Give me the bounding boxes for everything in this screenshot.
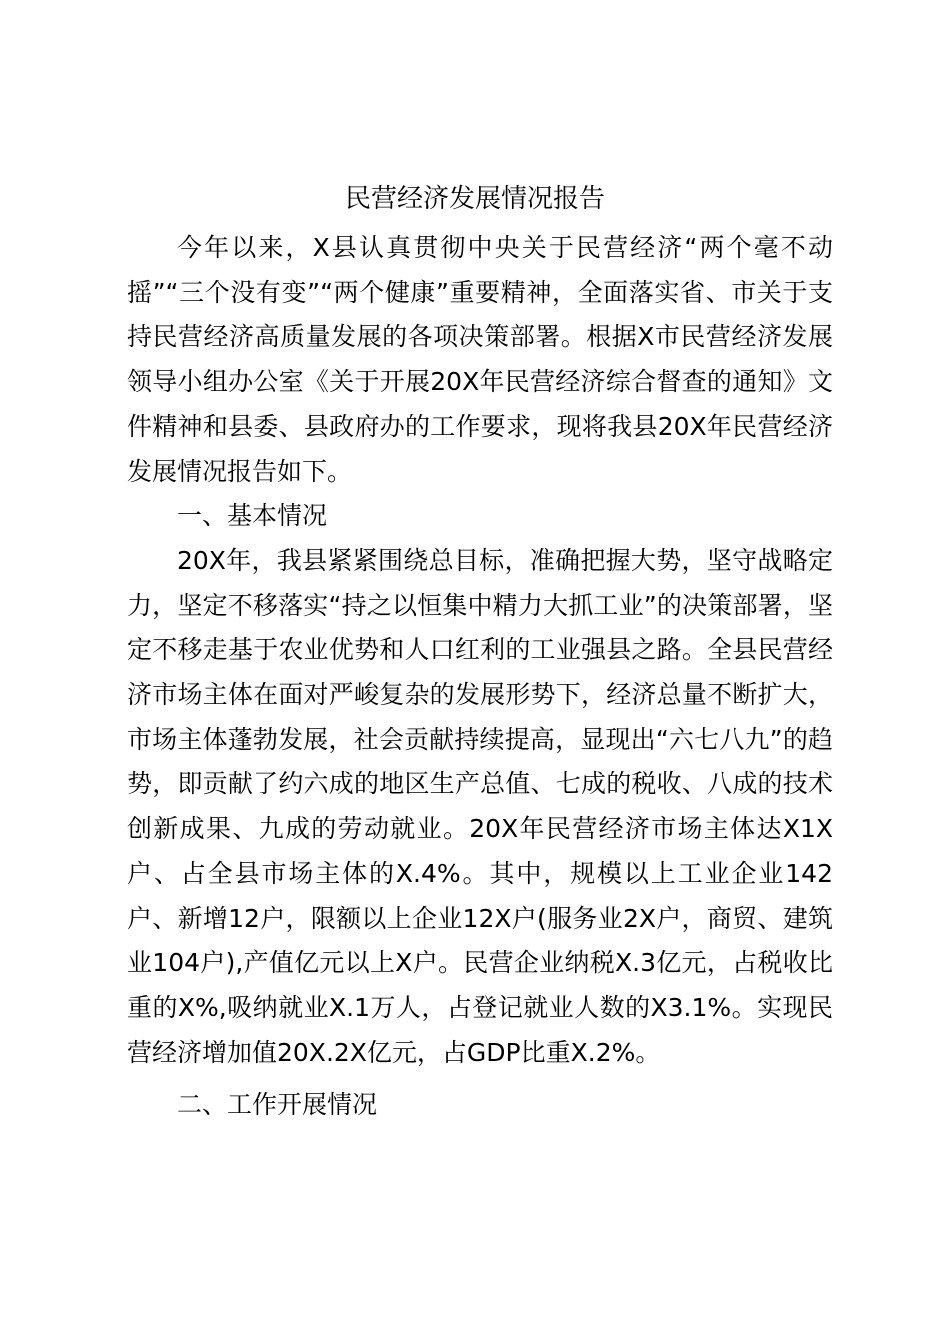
section-heading-basic: 一、基本情况 [177,501,328,531]
document-title: 民营经济发展情况报告 [344,184,605,214]
document-body [127,226,833,1128]
intro-paragraph: 今年以来，X县认真贯彻中央关于民营经济“两个毫不动摇”“三个没有变”“两个健康”重要精神，全面落实省、市关于支持民营经济高质量发展的各项决策部署。根据X市民营经济发展领导小组办公室《关于开展20X年民营经济综合督查的通知》文件精神和县委、县政府办的工作要求，现将我县20X年民营经济发展情况报告如下。 [127,233,833,486]
basic-situation-paragraph: 20X年，我县紧紧围绕总目标，准确把握大势，坚守战略定力，坚定不移落实“持之以恒集中精力大抓工业”的决策部署，坚定不移走基于农业优势和人口红利的工业强县之路。全县民营经济市场主体在面对严峻复杂的发展形势下，经济总量不断扩大，市场主体蓬勃发展，社会贡献持续提高，显现出“六七八九”的趋势，即贡献了约六成的地区生产总值、七成的税收、八成的技术创新成果、九成的劳动就业。20X年民营经济市场主体达X1X户、占全县市场主体的X.4%。其中，规模以上工业企业142户、新增12户，限额以上企业12X户(服务业2X户，商贸、建筑业104户),产值亿元以上X户。民营企业纳税X.3亿元，占税收比重的X%,吸纳就业X.1万人，占登记就业人数的X3.1%。实现民营经济增加值20X.2X亿元，占GDP比重X.2%。 [127,545,833,1067]
section-heading-work: 二、工作开展情况 [177,1090,378,1120]
